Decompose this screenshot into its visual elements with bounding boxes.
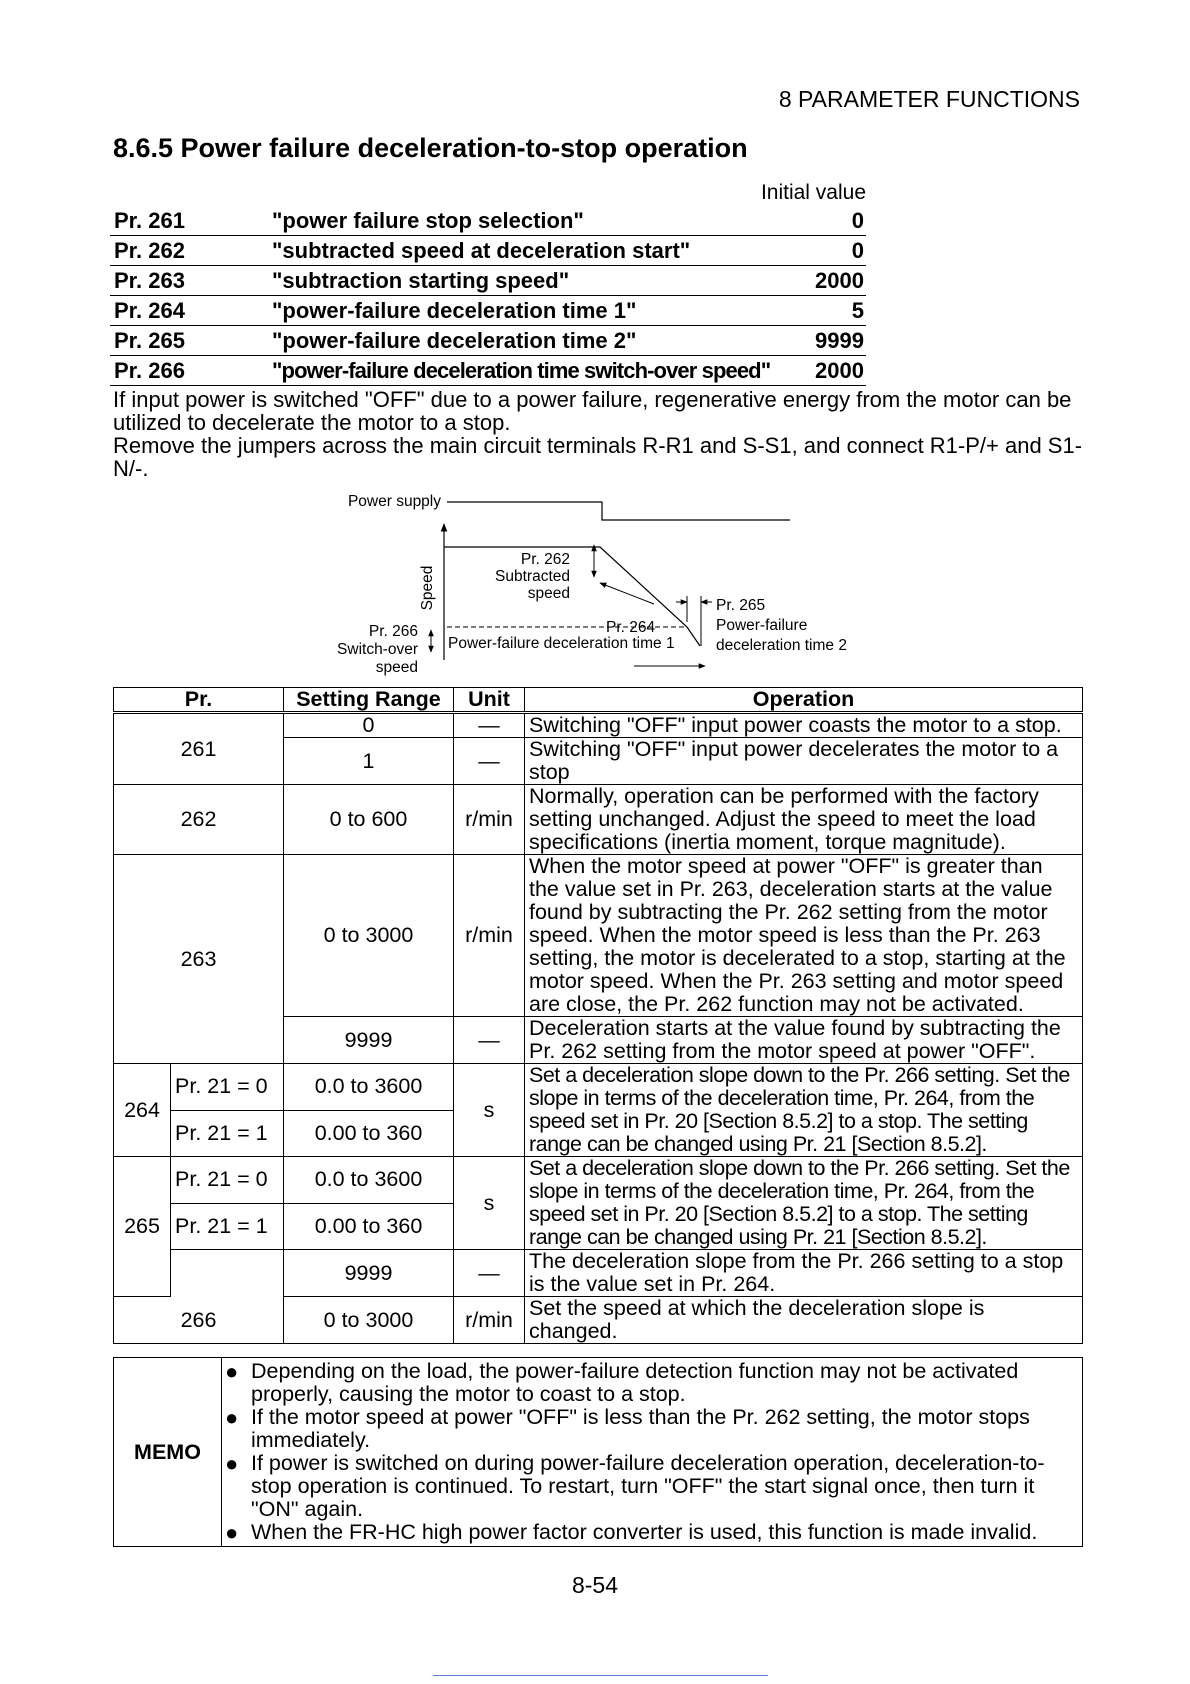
speed-axis-label: Speed xyxy=(419,565,436,611)
param-name: "subtraction starting speed" xyxy=(272,268,570,293)
pr264-label: Power-failure deceleration time 1 xyxy=(448,635,675,652)
operation-cell: The deceleration slope from the Pr. 266 setting to a stop is the value set in Pr. 264. xyxy=(525,1250,1083,1297)
range-cell: 9999 xyxy=(284,1250,454,1297)
param-initial-value: 0 xyxy=(851,238,864,263)
intro-text xyxy=(113,388,1088,480)
unit-cell: r/min xyxy=(454,785,525,855)
param-number: Pr. 264 xyxy=(114,298,185,323)
operation-table xyxy=(113,687,1083,1344)
operation-cell: Set a deceleration slope down to the Pr. 266 setting. Set the slope in terms of the deceleration time, Pr. 264, from the speed set in Pr. 20 [Section 8.5.2] to a stop. The setting range can be changed using Pr. 21 [Section 8.5.2]. xyxy=(525,1064,1083,1157)
param-row xyxy=(110,206,866,236)
param-initial-value: 2000 xyxy=(815,358,864,383)
memo-item xyxy=(225,1360,1078,1406)
param-number: Pr. 261 xyxy=(114,208,185,233)
param-number: Pr. 262 xyxy=(114,238,185,263)
bullet-icon: ● xyxy=(225,1359,239,1384)
table-row xyxy=(114,785,1083,855)
range-cell: 0 xyxy=(284,713,454,738)
memo-item xyxy=(225,1406,1078,1452)
unit-cell: — xyxy=(454,1250,525,1297)
param-initial-value: 5 xyxy=(851,298,864,323)
parameter-list xyxy=(110,180,866,386)
param-initial-value: 2000 xyxy=(815,268,864,293)
pr264-arrow xyxy=(600,583,654,604)
condition-cell: Pr. 21 = 0 xyxy=(171,1157,284,1204)
param-row xyxy=(110,326,866,356)
operation-cell: Normally, operation can be performed with the factory setting unchanged. Adjust the speed to meet the load specifications (inertia moment, torque magnitude). xyxy=(525,785,1083,855)
operation-cell: Set the speed at which the deceleration slope is changed. xyxy=(525,1297,1083,1344)
table-row xyxy=(114,855,1083,1017)
unit-cell: r/min xyxy=(454,1297,525,1344)
operation-cell: Deceleration starts at the value found by subtracting the Pr. 262 setting from the motor speed at power "OFF". xyxy=(525,1017,1083,1064)
memo-items xyxy=(222,1358,1083,1547)
pr-cell: 264 xyxy=(114,1064,171,1157)
operation-cell: When the motor speed at power "OFF" is greater than the value set in Pr. 263, deceleration starts at the value found by subtracting the Pr. 262 setting from the motor speed. When the motor speed is less than the Pr. 263 setting, the motor is decelerated to a stop, starting at the motor speed. When the Pr. 263 setting and motor speed are close, the Pr. 262 function may not be activated. xyxy=(525,855,1083,1017)
table-row xyxy=(114,713,1083,738)
param-name: "power failure stop selection" xyxy=(272,208,584,233)
unit-cell: — xyxy=(454,738,525,785)
memo-box xyxy=(113,1357,1083,1547)
deceleration-diagram xyxy=(300,488,900,683)
pr266-label: speed xyxy=(375,659,418,676)
range-cell: 0 to 3000 xyxy=(284,855,454,1017)
param-row xyxy=(110,266,866,296)
pr262-label: Subtracted xyxy=(495,568,570,585)
intro-paragraph: Remove the jumpers across the main circuit terminals R-R1 and S-S1, and connect R1-P/+ and S1-N/-. xyxy=(113,433,1083,481)
range-cell: 0.00 to 360 xyxy=(284,1110,454,1157)
unit-cell: s xyxy=(454,1157,525,1250)
pr-cell: 263 xyxy=(114,855,284,1064)
intro-paragraph: If input power is switched "OFF" due to a power failure, regenerative energy from the motor can be utilized to decelerate the motor to a stop. xyxy=(113,387,1072,435)
column-header-setting-range: Setting Range xyxy=(284,688,454,713)
param-row xyxy=(110,356,866,386)
param-name: "power-failure deceleration time 1" xyxy=(272,298,637,323)
pr265-label: Power-failure xyxy=(716,617,808,634)
table-header-row xyxy=(114,688,1083,713)
condition-cell: Pr. 21 = 1 xyxy=(171,1203,284,1250)
pr262-label: Pr. 262 xyxy=(520,551,570,568)
param-row xyxy=(110,296,866,326)
column-header-operation: Operation xyxy=(525,688,1083,713)
param-name: "power-failure deceleration time switch-over speed" xyxy=(272,358,771,383)
speed-curve xyxy=(444,547,700,646)
bullet-icon: ● xyxy=(225,1451,239,1476)
unit-cell: r/min xyxy=(454,855,525,1017)
power-supply-signal xyxy=(447,502,790,520)
pr-cell: 266 xyxy=(114,1297,284,1344)
memo-item-text: Depending on the load, the power-failure detection function may not be activated properly, causing the motor to coast to a stop. xyxy=(251,1359,1019,1406)
footer-divider xyxy=(433,1675,768,1676)
param-initial-value: 0 xyxy=(851,208,864,233)
bullet-icon: ● xyxy=(225,1405,239,1430)
unit-cell: s xyxy=(454,1064,525,1157)
range-cell: 1 xyxy=(284,738,454,785)
param-row xyxy=(110,236,866,266)
param-number: Pr. 266 xyxy=(114,358,185,383)
column-header-unit: Unit xyxy=(454,688,525,713)
pr264-label: Pr. 264 xyxy=(606,619,656,636)
range-cell: 0 to 3000 xyxy=(284,1297,454,1344)
unit-cell: — xyxy=(454,1017,525,1064)
section-title: 8.6.5 Power failure deceleration-to-stop operation xyxy=(113,133,748,163)
param-number: Pr. 265 xyxy=(114,328,185,353)
range-cell: 9999 xyxy=(284,1017,454,1064)
table-row xyxy=(114,1297,1083,1344)
memo-label: MEMO xyxy=(114,1358,222,1547)
param-name: "power-failure deceleration time 2" xyxy=(272,328,637,353)
unit-cell: — xyxy=(454,713,525,738)
memo-item-text: If the motor speed at power "OFF" is less than the Pr. 262 setting, the motor stops immediately. xyxy=(251,1405,1030,1452)
operation-cell: Switching "OFF" input power decelerates the motor to a stop xyxy=(525,738,1083,785)
memo-item-text: When the FR-HC high power factor converter is used, this function is made invalid. xyxy=(251,1520,1038,1544)
operation-cell: Switching "OFF" input power coasts the motor to a stop. xyxy=(525,713,1083,738)
memo-item xyxy=(225,1452,1078,1521)
column-header-pr: Pr. xyxy=(114,688,284,713)
range-cell: 0 to 600 xyxy=(284,785,454,855)
pr262-label: speed xyxy=(527,585,570,602)
param-number: Pr. 263 xyxy=(114,268,185,293)
initial-value-label: Initial value xyxy=(760,181,866,204)
range-cell: 0.00 to 360 xyxy=(284,1203,454,1250)
page-number: 8-54 xyxy=(571,1572,619,1598)
table-row xyxy=(114,1250,1083,1297)
range-cell: 0.0 to 3600 xyxy=(284,1157,454,1204)
power-supply-label: Power supply xyxy=(347,493,441,510)
pr265-label: Pr. 265 xyxy=(716,597,766,614)
condition-cell: Pr. 21 = 1 xyxy=(171,1110,284,1157)
pr265-label: deceleration time 2 xyxy=(716,637,847,654)
section-header: 8 PARAMETER FUNCTIONS xyxy=(778,86,1080,112)
memo-item-text: If power is switched on during power-failure deceleration operation, deceleration-to-stop operation is continued. To restart, turn "OFF" the start signal once, then turn it "ON" again. xyxy=(251,1451,1045,1521)
range-cell: 0.0 to 3600 xyxy=(284,1064,454,1111)
pr266-label: Pr. 266 xyxy=(368,623,418,640)
pr-cell: 265 xyxy=(114,1157,171,1297)
table-row xyxy=(114,1157,1083,1204)
pr-cell: 262 xyxy=(114,785,284,855)
memo-item xyxy=(225,1521,1078,1544)
empty-cell xyxy=(171,1250,284,1297)
param-initial-value: 9999 xyxy=(815,328,864,353)
pr266-label: Switch-over xyxy=(337,641,418,658)
table-row xyxy=(114,1064,1083,1111)
param-name: "subtracted speed at deceleration start" xyxy=(272,238,691,263)
condition-cell: Pr. 21 = 0 xyxy=(171,1064,284,1111)
bullet-icon: ● xyxy=(225,1520,239,1545)
operation-cell: Set a deceleration slope down to the Pr. 266 setting. Set the slope in terms of the deceleration time, Pr. 264, from the speed set in Pr. 20 [Section 8.5.2] to a stop. The setting range can be changed using Pr. 21 [Section 8.5.2]. xyxy=(525,1157,1083,1250)
pr-cell: 261 xyxy=(114,713,284,785)
